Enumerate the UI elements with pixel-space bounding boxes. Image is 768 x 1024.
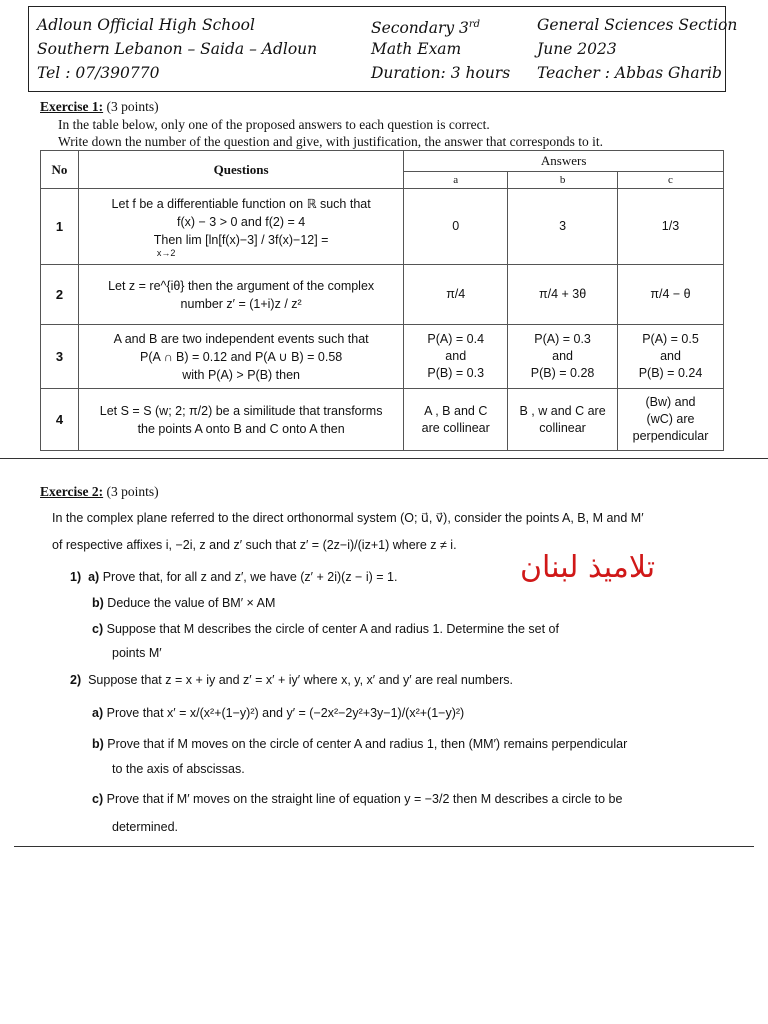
school-phone: Tel : 07/390770 xyxy=(37,64,160,82)
header-section-info xyxy=(537,13,737,85)
school-name: Adloun Official High School xyxy=(37,16,255,34)
school-location: Southern Lebanon – Saida – Adloun xyxy=(37,40,318,58)
answer-c: P(A) = 0.5 and P(B) = 0.24 xyxy=(618,325,724,389)
question-2b: b) Prove that if M moves on the circle of center A and radius 1, then (MM′) remains perpendicular xyxy=(92,737,628,751)
teacher-name: Teacher : Abbas Gharib xyxy=(537,64,722,82)
question-cell: Let f be a differentiable function on ℝ such that f(x) − 3 > 0 and f(2) = 4 Then lim [ln[f(x)−3] / 3f(x)−12] = x→2 xyxy=(78,189,403,265)
question-2c: c) Prove that if M′ moves on the straight line of equation y = −3/2 then M describes a circle to be xyxy=(92,792,623,806)
exercise1-intro-1: In the table below, only one of the proposed answers to each question is correct. xyxy=(58,117,490,132)
answer-a: 0 xyxy=(404,189,508,265)
question-1b: b) Deduce the value of BM′ × AM xyxy=(92,596,276,610)
header-school-info xyxy=(37,13,317,85)
header-a: a xyxy=(404,172,508,189)
answer-a: P(A) = 0.4 and P(B) = 0.3 xyxy=(404,325,508,389)
exam-section: General Sciences Section xyxy=(537,16,738,34)
question-2c-cont: determined. xyxy=(112,820,179,834)
exam-date: June 2023 xyxy=(537,40,617,58)
bottom-divider xyxy=(14,846,754,847)
table-row xyxy=(41,389,724,451)
exam-header xyxy=(28,6,738,92)
exam-duration: Duration: 3 hours xyxy=(371,64,511,82)
header-questions: Questions xyxy=(78,151,403,189)
table-row xyxy=(41,325,724,389)
answer-a: π/4 xyxy=(404,265,508,325)
question-1a: 1) a) Prove that, for all z and z′, we have (z′ + 2i)(z − i) = 1. xyxy=(70,570,398,584)
exercise1-title: Exercise 1: (3 points) xyxy=(40,99,159,114)
answer-a: A , B and C are collinear xyxy=(404,389,508,451)
question-1c-cont: points M′ xyxy=(112,646,162,660)
answer-b: π/4 + 3θ xyxy=(508,265,618,325)
question-2: 2) Suppose that z = x + iy and z′ = x′ + iy′ where x, y, x′ and y′ are real numbers. xyxy=(70,673,513,687)
row-number: 2 xyxy=(41,265,79,325)
header-no: No xyxy=(41,151,79,189)
row-number: 3 xyxy=(41,325,79,389)
section-divider xyxy=(0,458,768,459)
watermark-logo-text: تلاميذ لبنان xyxy=(520,550,656,585)
header-answers: Answers xyxy=(404,151,724,172)
question-1c: c) Suppose that M describes the circle of center A and radius 1. Determine the set of xyxy=(92,622,559,636)
mcq-table xyxy=(40,150,724,451)
row-number: 4 xyxy=(41,389,79,451)
exercise2-intro-1: In the complex plane referred to the direct orthonormal system (O; u⃗, v⃗), consider the points A, B, M and M′ xyxy=(52,511,644,525)
question-cell: Let z = re^{iθ} then the argument of the complex number z′ = (1+i)z / z² xyxy=(78,265,403,325)
exercise2-title: Exercise 2: (3 points) xyxy=(40,484,159,499)
question-2a: a) Prove that x′ = x/(x²+(1−y)²) and y′ = (−2x²−2y²+3y−1)/(x²+(1−y)²) xyxy=(92,706,465,720)
header-c: c xyxy=(618,172,724,189)
answer-c: 1/3 xyxy=(618,189,724,265)
question-cell: Let S = S (w; 2; π/2) be a similitude that transforms the points A onto B and C onto A then xyxy=(78,389,403,451)
header-exam-info xyxy=(371,13,510,85)
answer-b: 3 xyxy=(508,189,618,265)
table-row xyxy=(41,189,724,265)
header-b: b xyxy=(508,172,618,189)
exam-subject: Math Exam xyxy=(371,40,462,58)
exercise2-intro-2: of respective affixes i, −2i, z and z′ such that z′ = (2z−i)/(iz+1) where z ≠ i. xyxy=(52,538,457,552)
answer-c: π/4 − θ xyxy=(618,265,724,325)
exercise1-intro-2: Write down the number of the question and give, with justification, the answer that corresponds to it. xyxy=(58,134,603,149)
row-number: 1 xyxy=(41,189,79,265)
question-2b-cont: to the axis of abscissas. xyxy=(112,762,245,776)
answer-c: (Bw) and (wC) are perpendicular xyxy=(618,389,724,451)
question-cell: A and B are two independent events such that P(A ∩ B) = 0.12 and P(A ∪ B) = 0.58 with P(A) > P(B) then xyxy=(78,325,403,389)
answer-b: P(A) = 0.3 and P(B) = 0.28 xyxy=(508,325,618,389)
exam-level: Secondary 3rd xyxy=(371,19,481,38)
table-row xyxy=(41,265,724,325)
answer-b: B , w and C are collinear xyxy=(508,389,618,451)
